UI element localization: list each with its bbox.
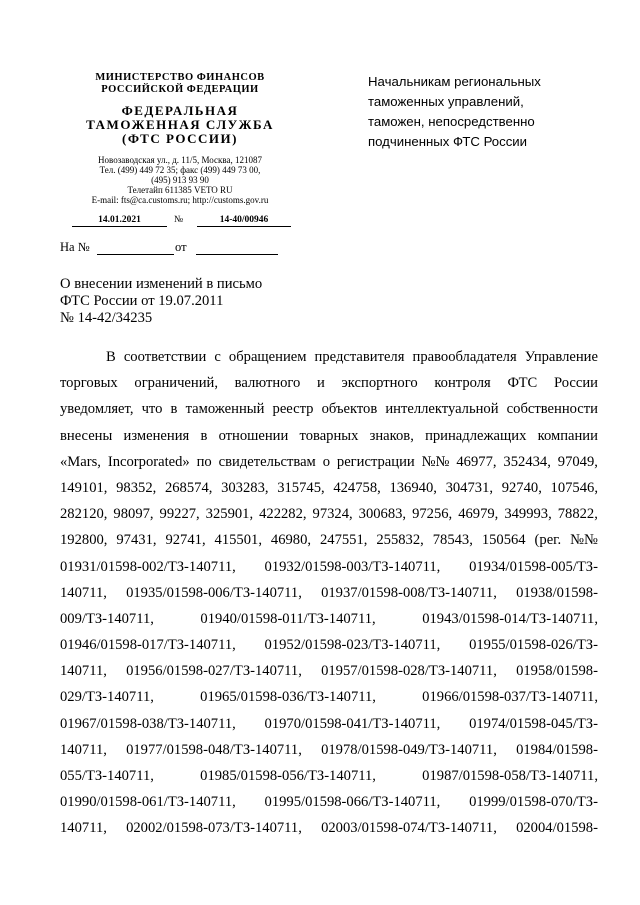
body-word: 01970/01598-041/ТЗ-140711, xyxy=(264,715,441,732)
addressee-block xyxy=(368,72,588,152)
body-word: 424758, xyxy=(333,479,381,496)
body-word: правообладателя xyxy=(412,349,517,365)
body-line xyxy=(60,737,598,763)
body-word: В xyxy=(106,349,116,365)
body-word: 255832, xyxy=(376,532,424,549)
body-word: 01957/01598-028/ТЗ-140711, xyxy=(321,663,497,680)
body-line xyxy=(60,423,598,449)
body-word: 247551, xyxy=(319,532,368,549)
body-word: по xyxy=(196,453,212,470)
body-line xyxy=(60,632,598,658)
body-word: Управление xyxy=(524,349,598,365)
body-word: в xyxy=(200,427,208,444)
ministry-line: МИНИСТЕРСТВО ФИНАНСОВ xyxy=(95,72,265,83)
body-word: «Mars, xyxy=(60,453,101,470)
body-line xyxy=(60,763,598,789)
body-word: 02004/01598- xyxy=(516,820,598,837)
body-word: с xyxy=(214,349,221,365)
body-word: ФТС xyxy=(507,375,538,392)
addressee-line: Начальникам региональных xyxy=(368,74,541,89)
body-word: 01977/01598-048/ТЗ-140711, xyxy=(126,741,302,758)
body-word: регистрации xyxy=(336,453,415,470)
body-word: представителя xyxy=(314,349,405,365)
body-word: валютного xyxy=(234,375,301,392)
body-word: 01934/01598-005/ТЗ- xyxy=(469,558,598,575)
body-word: 140711, xyxy=(60,663,107,680)
body-word: 150564 xyxy=(481,532,526,549)
agency-line: ФЕДЕРАЛЬНАЯ xyxy=(121,103,239,118)
body-word: (рег. xyxy=(534,532,562,549)
reference-row xyxy=(60,240,300,258)
agency-line: (ФТС РОССИИ) xyxy=(122,131,238,146)
body-word: 325901, xyxy=(205,506,254,523)
body-word: 46979, xyxy=(458,506,499,523)
body-word: 01952/01598-023/ТЗ-140711, xyxy=(264,637,441,654)
body-line xyxy=(60,449,598,475)
body-word: 282120, xyxy=(60,506,108,523)
body-word: 92740, xyxy=(501,479,542,496)
subject-line: О внесении изменений в письмо xyxy=(60,276,263,292)
body-word: 99227, xyxy=(159,506,200,523)
body-word: интеллектуальной xyxy=(385,401,499,418)
body-word: 01931/01598-002/ТЗ-140711, xyxy=(60,558,236,575)
body-word: 01938/01598- xyxy=(516,584,598,601)
body-word: 140711, xyxy=(60,584,107,601)
body-word: 01946/01598-017/ТЗ-140711, xyxy=(60,637,236,654)
body-line xyxy=(60,344,598,370)
body-word: свидетельствам xyxy=(218,453,316,470)
body-word: собственности xyxy=(506,401,598,418)
address-line: Новозаводская ул., д. 11/5, Москва, 121087 xyxy=(98,155,262,165)
body-word: товарных xyxy=(299,427,359,444)
body-word: 01974/01598-045/ТЗ- xyxy=(469,715,598,732)
body-word: 01984/01598- xyxy=(516,741,598,758)
body-word: 01987/01598-058/ТЗ-140711, xyxy=(422,768,598,784)
body-word: 01967/01598-038/ТЗ-140711, xyxy=(60,715,236,732)
body-word: №№ xyxy=(421,453,450,470)
body-word: ограничений, xyxy=(134,375,218,392)
body-word: 78822, xyxy=(557,506,598,523)
body-word: 01985/01598-056/ТЗ-140711, xyxy=(200,768,376,784)
body-word: уведомляет, xyxy=(60,401,134,418)
body-word: обращением xyxy=(228,349,307,365)
body-word: 97256, xyxy=(412,506,453,523)
body-word: 46980, xyxy=(270,532,312,549)
addressee-line: таможен, непосредственно xyxy=(368,114,535,129)
body-word: 97324, xyxy=(312,506,353,523)
subject-line: ФТС России от 19.07.2011 xyxy=(60,293,224,309)
body-word: компании xyxy=(537,427,598,444)
body-word: внесены xyxy=(60,427,113,444)
body-word: о xyxy=(322,453,330,470)
body-word: 01943/01598-014/ТЗ-140711, xyxy=(422,610,598,627)
letter-body xyxy=(60,344,598,842)
body-line xyxy=(60,475,598,501)
body-word: 02003/01598-074/ТЗ-140711, xyxy=(321,820,497,837)
body-line xyxy=(60,658,598,684)
ministry-name xyxy=(60,72,300,96)
body-word: №№ xyxy=(570,532,598,549)
agency-line: ТАМОЖЕННАЯ СЛУЖБА xyxy=(86,117,274,132)
body-word: Incorporated» xyxy=(107,453,190,470)
body-line xyxy=(60,501,598,527)
body-word: 149101, xyxy=(60,479,108,496)
body-word: 46977, xyxy=(456,453,497,470)
body-word: 01937/01598-008/ТЗ-140711, xyxy=(321,584,497,601)
body-word: 01940/01598-011/ТЗ-140711, xyxy=(200,610,376,627)
address-line: Тел. (499) 449 72 35; факс (499) 449 73 00, xyxy=(99,165,261,175)
body-word: 01966/01598-037/ТЗ-140711, xyxy=(422,689,598,706)
letter-number: 14-40/00946 xyxy=(197,215,291,227)
reference-number-blank xyxy=(97,254,174,255)
body-line xyxy=(60,606,598,632)
body-word: объектов xyxy=(321,401,378,418)
body-word: отношении xyxy=(218,427,289,444)
body-word: торговых xyxy=(60,375,118,392)
address-line: (495) 913 93 90 xyxy=(151,175,209,185)
address-line: Телетайп 611385 VETO RU xyxy=(127,185,233,195)
body-word: 268574, xyxy=(164,479,213,496)
letterhead xyxy=(60,72,300,205)
body-word: таможенный xyxy=(185,401,265,418)
body-line xyxy=(60,396,598,422)
body-word: 78543, xyxy=(432,532,473,549)
agency-name xyxy=(60,104,300,146)
agency-address xyxy=(60,155,300,205)
body-word: 98352, xyxy=(116,479,157,496)
body-word: 140711, xyxy=(60,741,107,758)
body-word: 422282, xyxy=(259,506,307,523)
body-word: принадлежащих xyxy=(425,427,527,444)
body-word: 140711, xyxy=(60,820,107,837)
body-word: 349993, xyxy=(504,506,552,523)
addressee-line: подчиненных ФТС России xyxy=(368,134,528,149)
body-word: 315745, xyxy=(277,479,325,496)
body-word: что xyxy=(141,401,163,418)
body-word: в xyxy=(170,401,178,418)
body-word: 415501, xyxy=(214,532,262,549)
body-word: 304731, xyxy=(445,479,494,496)
body-word: 009/ТЗ-140711, xyxy=(60,610,154,627)
body-word: 01978/01598-049/ТЗ-140711, xyxy=(321,741,497,758)
body-word: знаков, xyxy=(369,427,414,444)
body-word: и xyxy=(317,375,325,392)
body-line xyxy=(60,789,598,815)
body-word: реестр xyxy=(272,401,314,418)
body-line xyxy=(60,370,598,396)
body-word: 192800, xyxy=(60,532,108,549)
body-word: контроля xyxy=(434,375,491,392)
addressee-line: таможенных управлений, xyxy=(368,94,524,109)
letter-date: 14.01.2021 xyxy=(72,215,167,227)
ministry-line: РОССИЙСКОЙ ФЕДЕРАЦИИ xyxy=(101,84,259,95)
body-word: 02002/01598-073/ТЗ-140711, xyxy=(126,820,302,837)
body-word: 97431, xyxy=(116,532,157,549)
registration-row xyxy=(72,213,292,229)
body-line xyxy=(60,580,598,606)
reference-number-label: На № xyxy=(60,240,90,254)
body-word: 97049, xyxy=(557,453,598,470)
body-word: изменения xyxy=(123,427,190,444)
body-word: соответствии xyxy=(123,349,207,365)
body-word: 352434, xyxy=(503,453,551,470)
body-line xyxy=(60,527,598,553)
body-word: 107546, xyxy=(550,479,598,496)
reference-date-label: от xyxy=(175,240,187,254)
body-word: экспортного xyxy=(341,375,418,392)
body-word: 01999/01598-070/ТЗ- xyxy=(469,794,598,811)
subject-block xyxy=(60,276,300,327)
number-sign: № xyxy=(174,215,184,225)
body-word: 01990/01598-061/ТЗ-140711, xyxy=(60,794,236,811)
body-line xyxy=(60,815,598,841)
body-word: 01932/01598-003/ТЗ-140711, xyxy=(264,558,441,575)
body-word: 98097, xyxy=(113,506,154,523)
body-line xyxy=(60,684,598,710)
body-line xyxy=(60,711,598,737)
body-word: 01958/01598- xyxy=(516,663,598,680)
reference-date-blank xyxy=(196,254,278,255)
body-word: 136940, xyxy=(389,479,437,496)
body-word: 01955/01598-026/ТЗ- xyxy=(469,637,598,654)
body-line xyxy=(60,554,598,580)
address-line: E-mail: fts@ca.customs.ru; http://customs.gov.ru xyxy=(91,195,269,205)
body-word: 92741, xyxy=(165,532,206,549)
body-word: 300683, xyxy=(358,506,407,523)
body-word: 055/ТЗ-140711, xyxy=(60,768,154,784)
body-word: 303283, xyxy=(221,479,269,496)
body-word: 01935/01598-006/ТЗ-140711, xyxy=(126,584,302,601)
body-word: 029/ТЗ-140711, xyxy=(60,689,154,706)
body-word: России xyxy=(553,375,598,392)
body-word: 01956/01598-027/ТЗ-140711, xyxy=(126,663,302,680)
body-word: 01965/01598-036/ТЗ-140711, xyxy=(200,689,376,706)
subject-line: № 14-42/34235 xyxy=(60,310,153,326)
body-word: 01995/01598-066/ТЗ-140711, xyxy=(264,794,441,811)
